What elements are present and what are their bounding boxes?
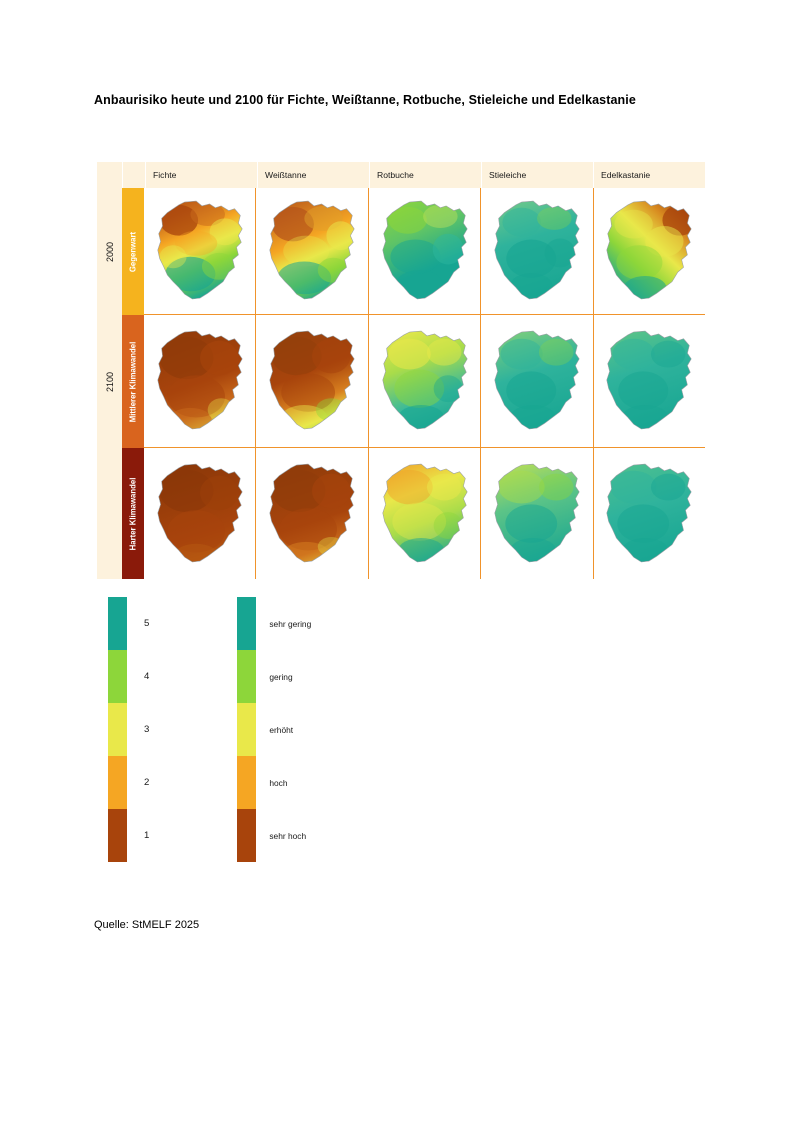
legend-verbal: [237, 597, 311, 862]
risk-matrix: [97, 162, 705, 579]
map-fichte-gegenwart: [144, 188, 256, 315]
legend-label-erhoeht: erhöht: [269, 724, 294, 735]
legend-item: [108, 809, 149, 862]
matrix-row-gegenwart: [97, 188, 705, 315]
legend-label-gering: gering: [269, 671, 293, 682]
row-scenario-text: Gegenwart: [128, 231, 138, 272]
legend-swatch-2: [108, 756, 127, 809]
row-label-year-blank: [97, 448, 122, 579]
map-rotbuche-gegenwart: [369, 188, 481, 315]
column-header-weisstanne: Weißtanne: [258, 162, 370, 188]
row-scenario-text: Harter Klimawandel: [128, 477, 138, 550]
matrix-row-harter-klimawandel: [97, 448, 705, 579]
legend-item: [108, 650, 149, 703]
row-scenario-text: Mittlerer Klimawandel: [128, 341, 138, 422]
column-header-edelkastanie: Edelkastanie: [594, 162, 705, 188]
page-title: Anbaurisiko heute und 2100 für Fichte, Weißtanne, Rotbuche, Stieleiche und Edelkastanie: [94, 93, 636, 107]
column-header-fichte: Fichte: [146, 162, 258, 188]
header-corner-year: [97, 162, 123, 188]
legend-swatch-hoch: [237, 756, 256, 809]
legend-item: [108, 703, 149, 756]
matrix-header-row: [97, 162, 705, 188]
map-weisstanne-harter-klimawandel: [256, 448, 368, 579]
legend-swatch-erhoeht: [237, 703, 256, 756]
legend-swatch-3: [108, 703, 127, 756]
legend-label-sehr-gering: sehr gering: [269, 618, 312, 629]
row-label-year-2100: [97, 315, 122, 448]
legend-label-hoch: hoch: [269, 777, 288, 788]
map-stieleiche-harter-klimawandel: [481, 448, 593, 579]
legend-item: [237, 597, 311, 650]
legend-numeric: [108, 597, 149, 862]
map-fichte-mittlerer-klimawandel: [144, 315, 256, 448]
legend-value-4: 4: [144, 671, 150, 682]
legend-swatch-sehr-hoch: [237, 809, 256, 862]
legend-value-3: 3: [144, 724, 150, 735]
legend-item: [237, 756, 311, 809]
row-label-year-2000: [97, 188, 122, 315]
map-rotbuche-harter-klimawandel: [369, 448, 481, 579]
column-header-stieleiche: Stieleiche: [482, 162, 594, 188]
legend-value-2: 2: [144, 777, 150, 788]
legend-swatch-1: [108, 809, 127, 862]
header-corner-scenario: [123, 162, 146, 188]
legend-area: [108, 597, 311, 862]
legend-swatch-5: [108, 597, 127, 650]
legend-item: [237, 809, 311, 862]
legend-swatch-4: [108, 650, 127, 703]
column-header-rotbuche: Rotbuche: [370, 162, 482, 188]
row-label-scenario-gegenwart: [122, 188, 144, 315]
legend-swatch-sehr-gering: [237, 597, 256, 650]
row-label-scenario-mittlerer-klimawandel: [122, 315, 144, 448]
legend-item: [237, 703, 311, 756]
source-note: Quelle: StMELF 2025: [94, 919, 200, 931]
legend-swatch-gering: [237, 650, 256, 703]
row-label-scenario-harter-klimawandel: [122, 448, 144, 579]
map-stieleiche-gegenwart: [481, 188, 593, 315]
legend-item: [108, 597, 149, 650]
map-weisstanne-mittlerer-klimawandel: [256, 315, 368, 448]
legend-label-sehr-hoch: sehr hoch: [269, 830, 307, 841]
map-stieleiche-mittlerer-klimawandel: [481, 315, 593, 448]
legend-item: [108, 756, 149, 809]
legend-value-1: 1: [144, 830, 150, 841]
legend-value-5: 5: [144, 618, 150, 629]
map-rotbuche-mittlerer-klimawandel: [369, 315, 481, 448]
legend-item: [237, 650, 311, 703]
map-fichte-harter-klimawandel: [144, 448, 256, 579]
row-year-text: 2100: [104, 371, 115, 392]
map-edelkastanie-harter-klimawandel: [594, 448, 705, 579]
map-edelkastanie-gegenwart: [594, 188, 705, 315]
map-weisstanne-gegenwart: [256, 188, 368, 315]
map-edelkastanie-mittlerer-klimawandel: [594, 315, 705, 448]
row-year-text: 2000: [104, 241, 115, 262]
matrix-row-mittlerer-klimawandel: [97, 315, 705, 448]
